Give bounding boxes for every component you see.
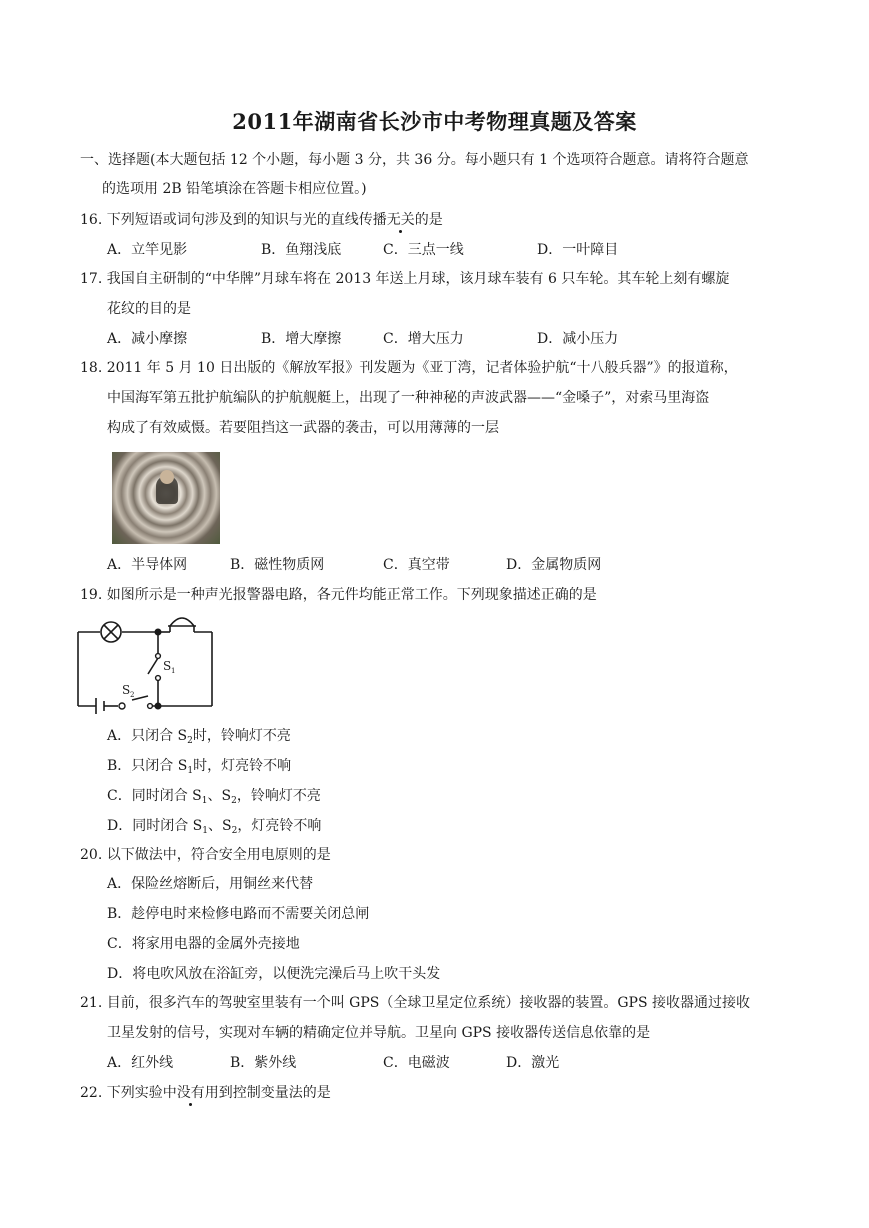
option-b-post: 时，灯亮铃不响 [193, 758, 292, 774]
question-16-option-b: B．鱼翔浅底 [261, 242, 342, 258]
question-22-post: 用到控制变量法的是 [204, 1085, 331, 1101]
question-21-line2: 卫星发射的信号，实现对车辆的精确定位并导航。卫星向 GPS 接收器传送信息依靠的是 [107, 1025, 651, 1041]
label-s1: S [163, 659, 172, 673]
question-16-post: 的是 [414, 212, 443, 228]
question-20-stem: 20. 以下做法中，符合安全用电原则的是 [80, 847, 331, 863]
question-19-option-b [107, 756, 291, 781]
switch-s1-contact [156, 676, 161, 681]
label-s2-sub: 2 [130, 691, 135, 699]
question-21-line1: 21. 目前，很多汽车的驾驶室里装有一个叫 GPS（全球卫星定位系统）接收器的装置。GPS 接收器通过接收 [80, 995, 751, 1011]
option-c-sub1: 1 [201, 796, 208, 806]
option-a-pre: A．只闭合 S [107, 728, 188, 744]
option-d-pre: D．同时闭合 S [107, 818, 203, 834]
junction-bottom [155, 703, 162, 710]
alarm-circuit-diagram [76, 612, 216, 718]
question-18-option-b: B．磁性物质网 [230, 557, 325, 573]
switch-s1-pivot [156, 654, 161, 659]
option-c-mid: 、S [207, 788, 232, 804]
question-21-option-b: B．紫外线 [230, 1055, 297, 1071]
question-18-option-a: A．半导体网 [107, 557, 188, 573]
switch-s2-contact [148, 704, 153, 709]
switch-s1-blade [148, 658, 158, 674]
page-title: 2011年湖南省长沙市中考物理真题及答案 [232, 109, 637, 134]
question-21-option-d: D．激光 [506, 1055, 560, 1071]
option-b-sub: 1 [187, 766, 194, 776]
option-d-sub2: 2 [231, 826, 238, 836]
option-b-pre: B．只闭合 S [107, 758, 188, 774]
option-a-sub: 2 [187, 736, 193, 746]
question-20-option-d: D．将电吹风放在浴缸旁，以便洗完澡后马上吹干头发 [107, 966, 441, 982]
question-17-option-b: B．增大摩擦 [261, 331, 342, 347]
question-17-option-c: C．增大压力 [383, 331, 464, 347]
section-intro-line1: 一、选择题(本大题包括 12 个小题，每小题 3 分，共 36 分。每小题只有 1 个选项符合题意。请将符合题意 [80, 152, 749, 168]
question-20-option-c: C．将家用电器的金属外壳接地 [107, 936, 300, 952]
question-19-option-d [107, 816, 321, 841]
junction-top [155, 629, 162, 636]
bell-icon [170, 618, 194, 632]
question-18-option-c: C．真空带 [383, 557, 450, 573]
option-a-post: 时，铃响灯不亮 [192, 728, 291, 744]
question-16-stem [80, 210, 443, 230]
question-22-pre: 22. 下列实验中 [80, 1085, 177, 1101]
question-17-line1: 17. 我国自主研制的“中华牌”月球车将在 2013 年送上月球，该月球车装有 6 只车轮。其车轮上刻有螺旋 [80, 271, 730, 287]
option-d-post: ，灯亮铃不响 [237, 818, 322, 834]
label-s1-sub: 1 [171, 667, 176, 675]
question-16-option-d: D．一叶障目 [537, 242, 619, 258]
question-22-stem [80, 1083, 331, 1103]
question-17-line2: 花纹的目的是 [107, 301, 191, 317]
question-21-option-a: A．红外线 [107, 1055, 174, 1071]
section-intro-line2: 的选项用 2B 铅笔填涂在答题卡相应位置。) [102, 181, 367, 197]
question-19-stem: 19. 如图所示是一种声光报警器电路，各元件均能正常工作。下列现象描述正确的是 [80, 587, 597, 603]
option-d-sub1: 1 [202, 826, 208, 836]
question-20-option-a: A．保险丝熔断后，用铜丝来代替 [107, 876, 314, 892]
option-c-sub2: 2 [231, 796, 237, 806]
switch-s2-pivot [119, 703, 125, 709]
sonic-weapon-photo [112, 452, 220, 544]
question-21-option-c: C．电磁波 [383, 1055, 450, 1071]
photo-face [160, 470, 174, 484]
question-18-option-d: D．金属物质网 [506, 557, 602, 573]
question-20-option-b: B．趁停电时来检修电路而不需要关闭总闸 [107, 906, 370, 922]
question-18-line1: 18. 2011 年 5 月 10 日出版的《解放军报》刊发题为《亚丁湾，记者体验护航“十八般兵器”》的报道称， [80, 360, 738, 376]
option-c-post: ，铃响灯不亮 [236, 788, 321, 804]
question-16-option-c: C．三点一线 [383, 242, 464, 258]
option-c-pre: C．同时闭合 S [107, 788, 202, 804]
question-16-option-a: A．立竿见影 [107, 242, 188, 258]
question-19-option-a [107, 726, 291, 751]
question-22-emphasis: 没有 [176, 1085, 205, 1101]
question-19-option-c [107, 786, 321, 811]
question-16-emphasis: 无关 [386, 212, 415, 228]
option-d-mid: 、S [208, 818, 232, 834]
question-18-line3: 构成了有效威慑。若要阻挡这一武器的袭击，可以用薄薄的一层 [107, 420, 499, 436]
question-18-line2: 中国海军第五批护航编队的护航舰艇上，出现了一种神秘的声波武器——“金嗓子”，对索马里海盗 [107, 390, 710, 406]
question-16-pre: 16. 下列短语或词句涉及到的知识与光的直线传播 [80, 212, 387, 228]
question-17-option-d: D．减小压力 [537, 331, 619, 347]
question-17-option-a: A．减小摩擦 [107, 331, 188, 347]
label-s2: S [122, 683, 131, 697]
